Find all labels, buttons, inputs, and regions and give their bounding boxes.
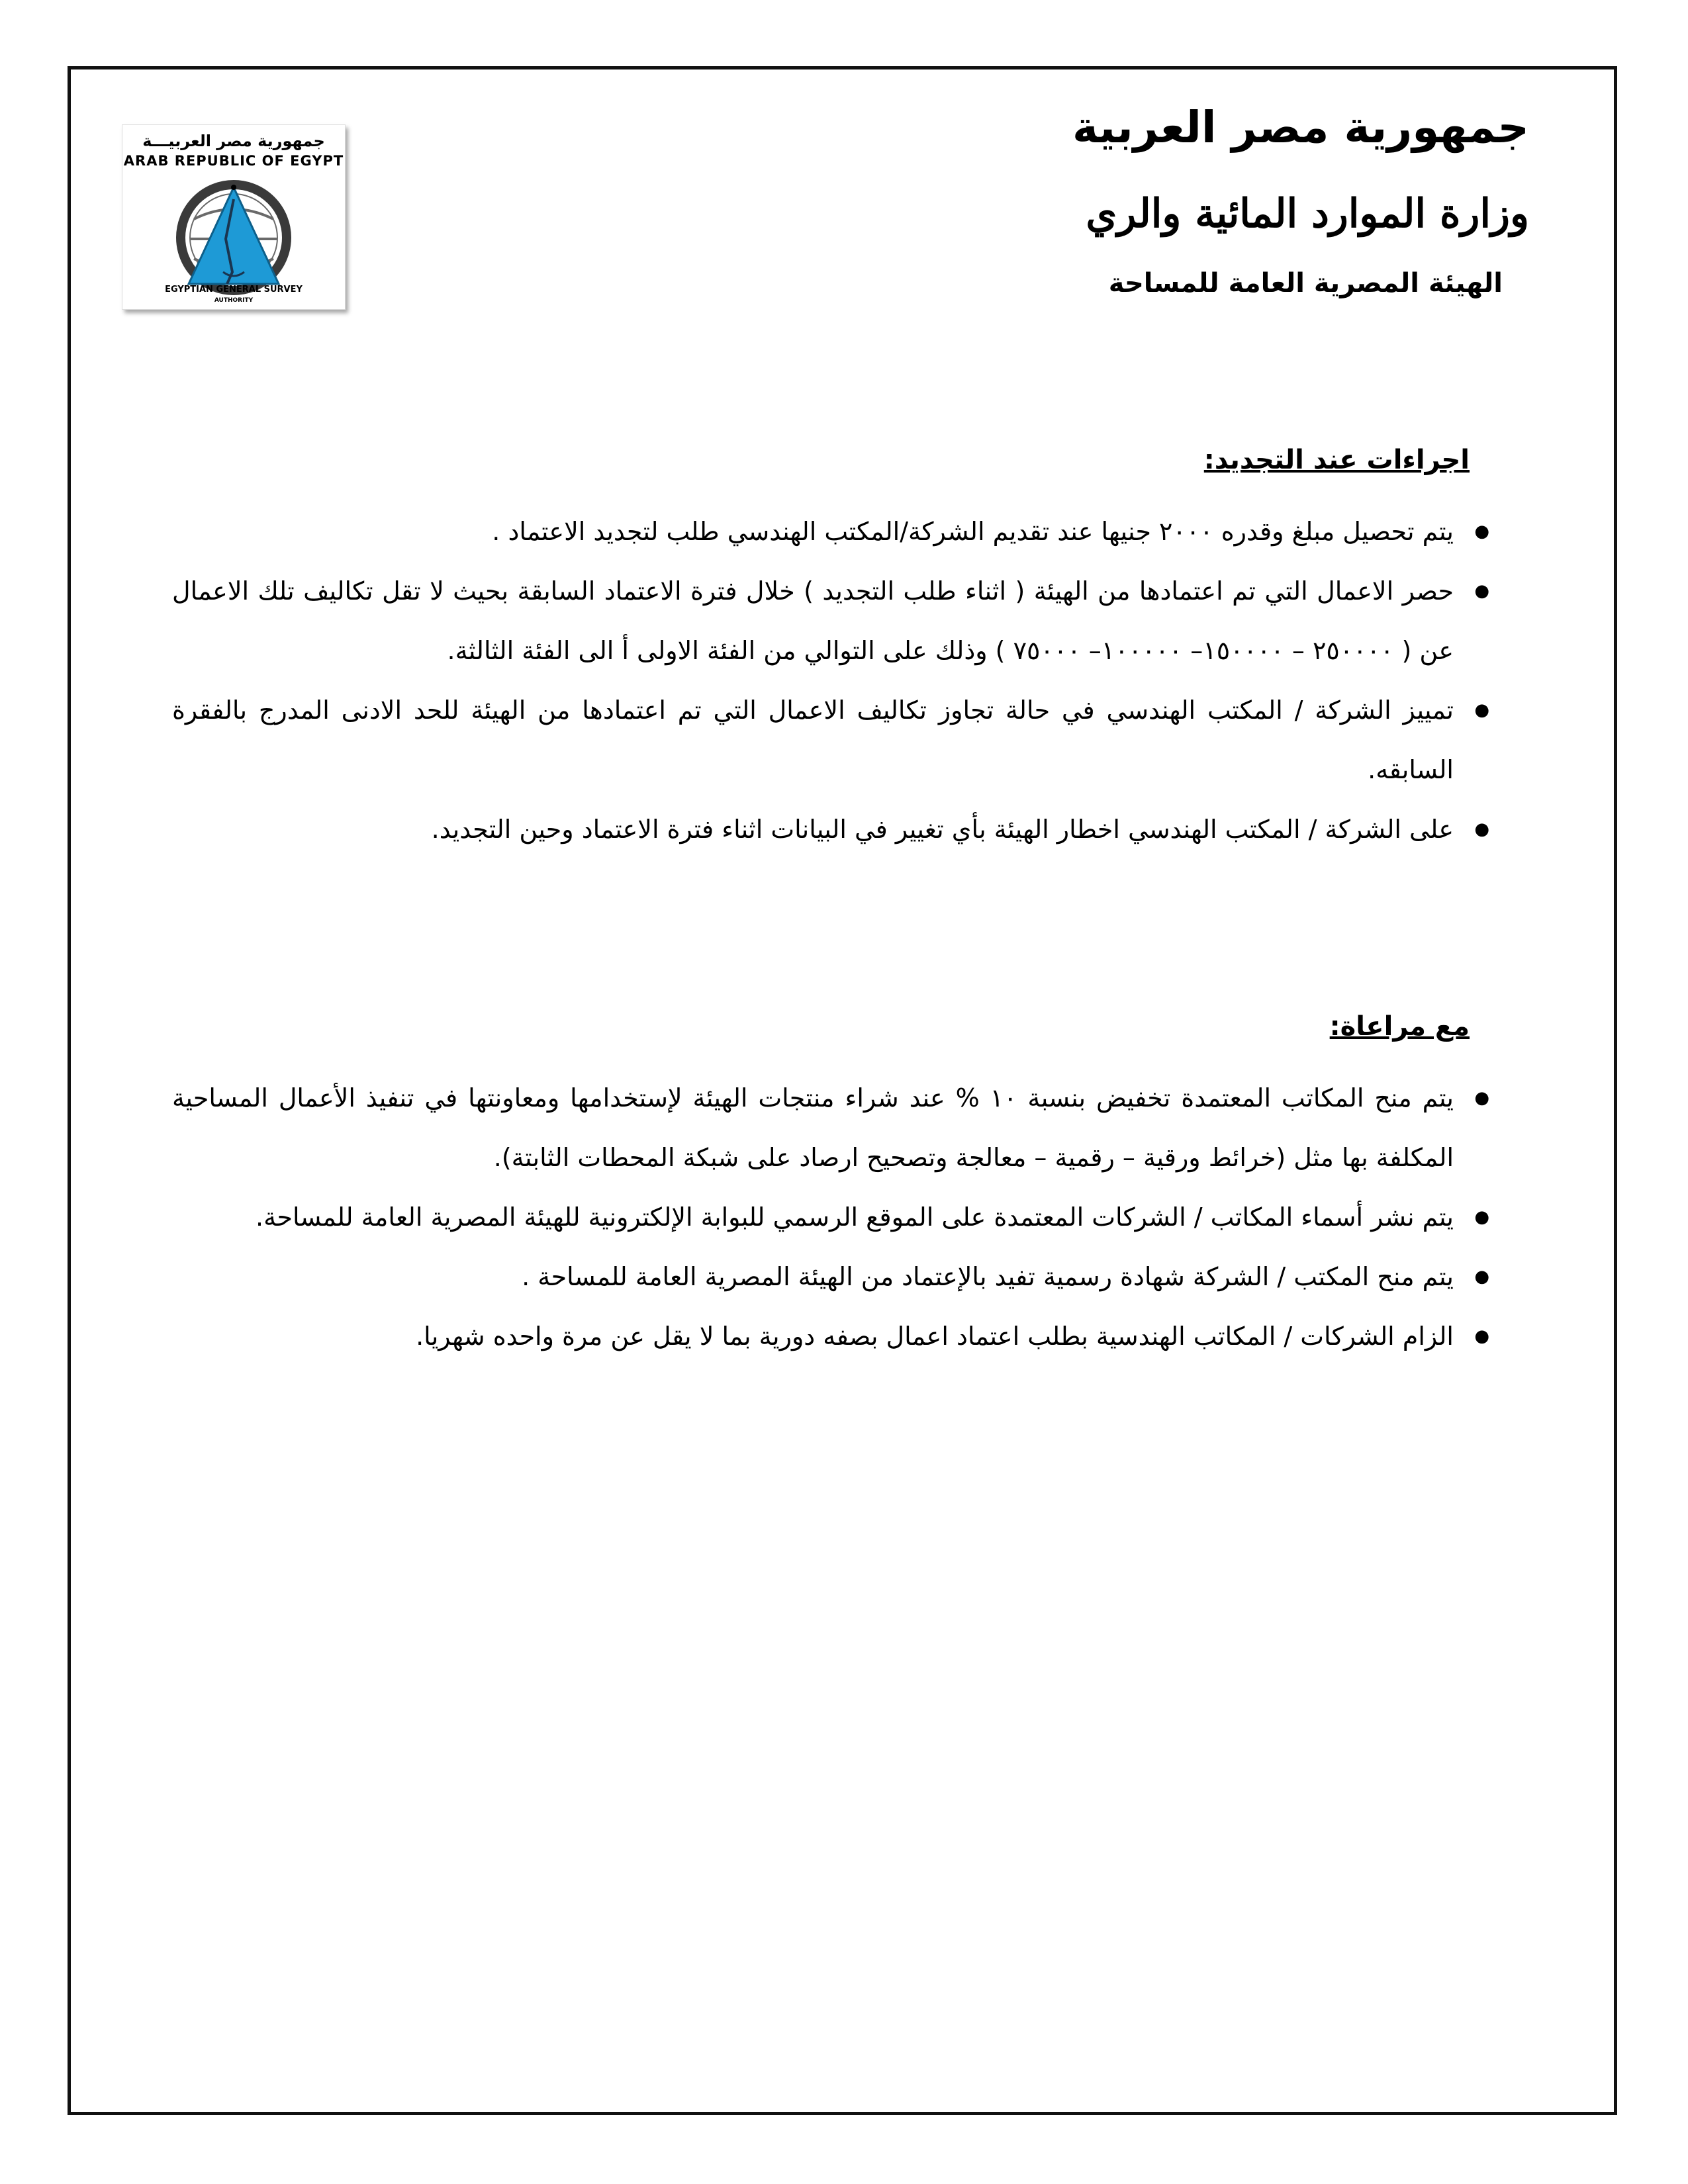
ministry-name: وزارة الموارد المائية والري [1086,190,1529,237]
list-item: ● حصر الاعمال التي تم اعتمادها من الهيئة ( اثناء طلب التجديد ) خلال فترة الاعتماد السابقة بحيث لا تقل تكاليف تلك الاعمال عن ( ٢٥٠٠٠٠ – ١٥٠٠٠٠– ١٠٠٠٠٠– ٧٥٠٠٠ ) وذلك على التوالي من الفئة الاولى أ الى الفئة الثالثة. [172,561,1496,680]
country-name: جمهورية مصر العربية [1072,102,1529,153]
egypt-survey-logo [122,124,346,310]
authority-name: الهيئة المصرية العامة للمساحة [1108,267,1503,298]
logo-english-text: ARAB REPUBLIC OF EGYPT [123,153,344,169]
notes-section [172,1011,1496,1366]
list-item: ● تمييز الشركة / المكتب الهندسي في حالة تجاوز تكاليف الاعمال التي تم اعتمادها من الهيئة للحد الادنى المدرج بالفقرة السابقه. [172,680,1496,799]
renewal-list [172,502,1496,859]
logo-ring-bottom-line2: AUTHORITY [214,297,254,304]
logo-arabic-text: جمهورية مصر العربيـــة [142,132,325,150]
letterhead [933,99,1529,300]
list-item: ● يتم منح المكتب / الشركة شهادة رسمية تفيد بالإعتماد من الهيئة المصرية العامة للمساحة . [172,1247,1496,1306]
renewal-section [172,445,1496,859]
list-item: ● يتم تحصيل مبلغ وقدره ٢٠٠٠ جنيها عند تقديم الشركة/المكتب الهندسي طلب لتجديد الاعتماد . [172,502,1496,561]
list-item: ● يتم نشر أسماء المكاتب / الشركات المعتمدة على الموقع الرسمي للبوابة الإلكترونية للهيئة المصرية العامة للمساحة. [172,1187,1496,1247]
logo-ring-bottom-text [122,285,345,305]
list-item: ● الزام الشركات / المكاتب الهندسية بطلب اعتماد اعمال بصفه دورية بما لا يقل عن مرة واحده شهريا. [172,1306,1496,1366]
notes-title: مع مراعاة: [1329,1011,1470,1042]
list-item: ● على الشركة / المكتب الهندسي اخطار الهيئة بأي تغيير في البيانات اثناء فترة الاعتماد وحين التجديد. [172,799,1496,859]
renewal-title: اجراءات عند التجديد: [1203,445,1470,475]
logo-ring-bottom-line1: EGYPTIAN GENERAL SURVEY [165,284,303,295]
notes-list [172,1068,1496,1366]
list-item: ● يتم منح المكاتب المعتمدة تخفيض بنسبة ١٠ % عند شراء منتجات الهيئة لإستخدامها ومعاونتها في تنفيذ الأعمال المساحية المكلفة بها مثل (خرائط ورقية – رقمية – معالجة وتصحيح ارصاد على شبكة المحطات الثابتة). [172,1068,1496,1187]
